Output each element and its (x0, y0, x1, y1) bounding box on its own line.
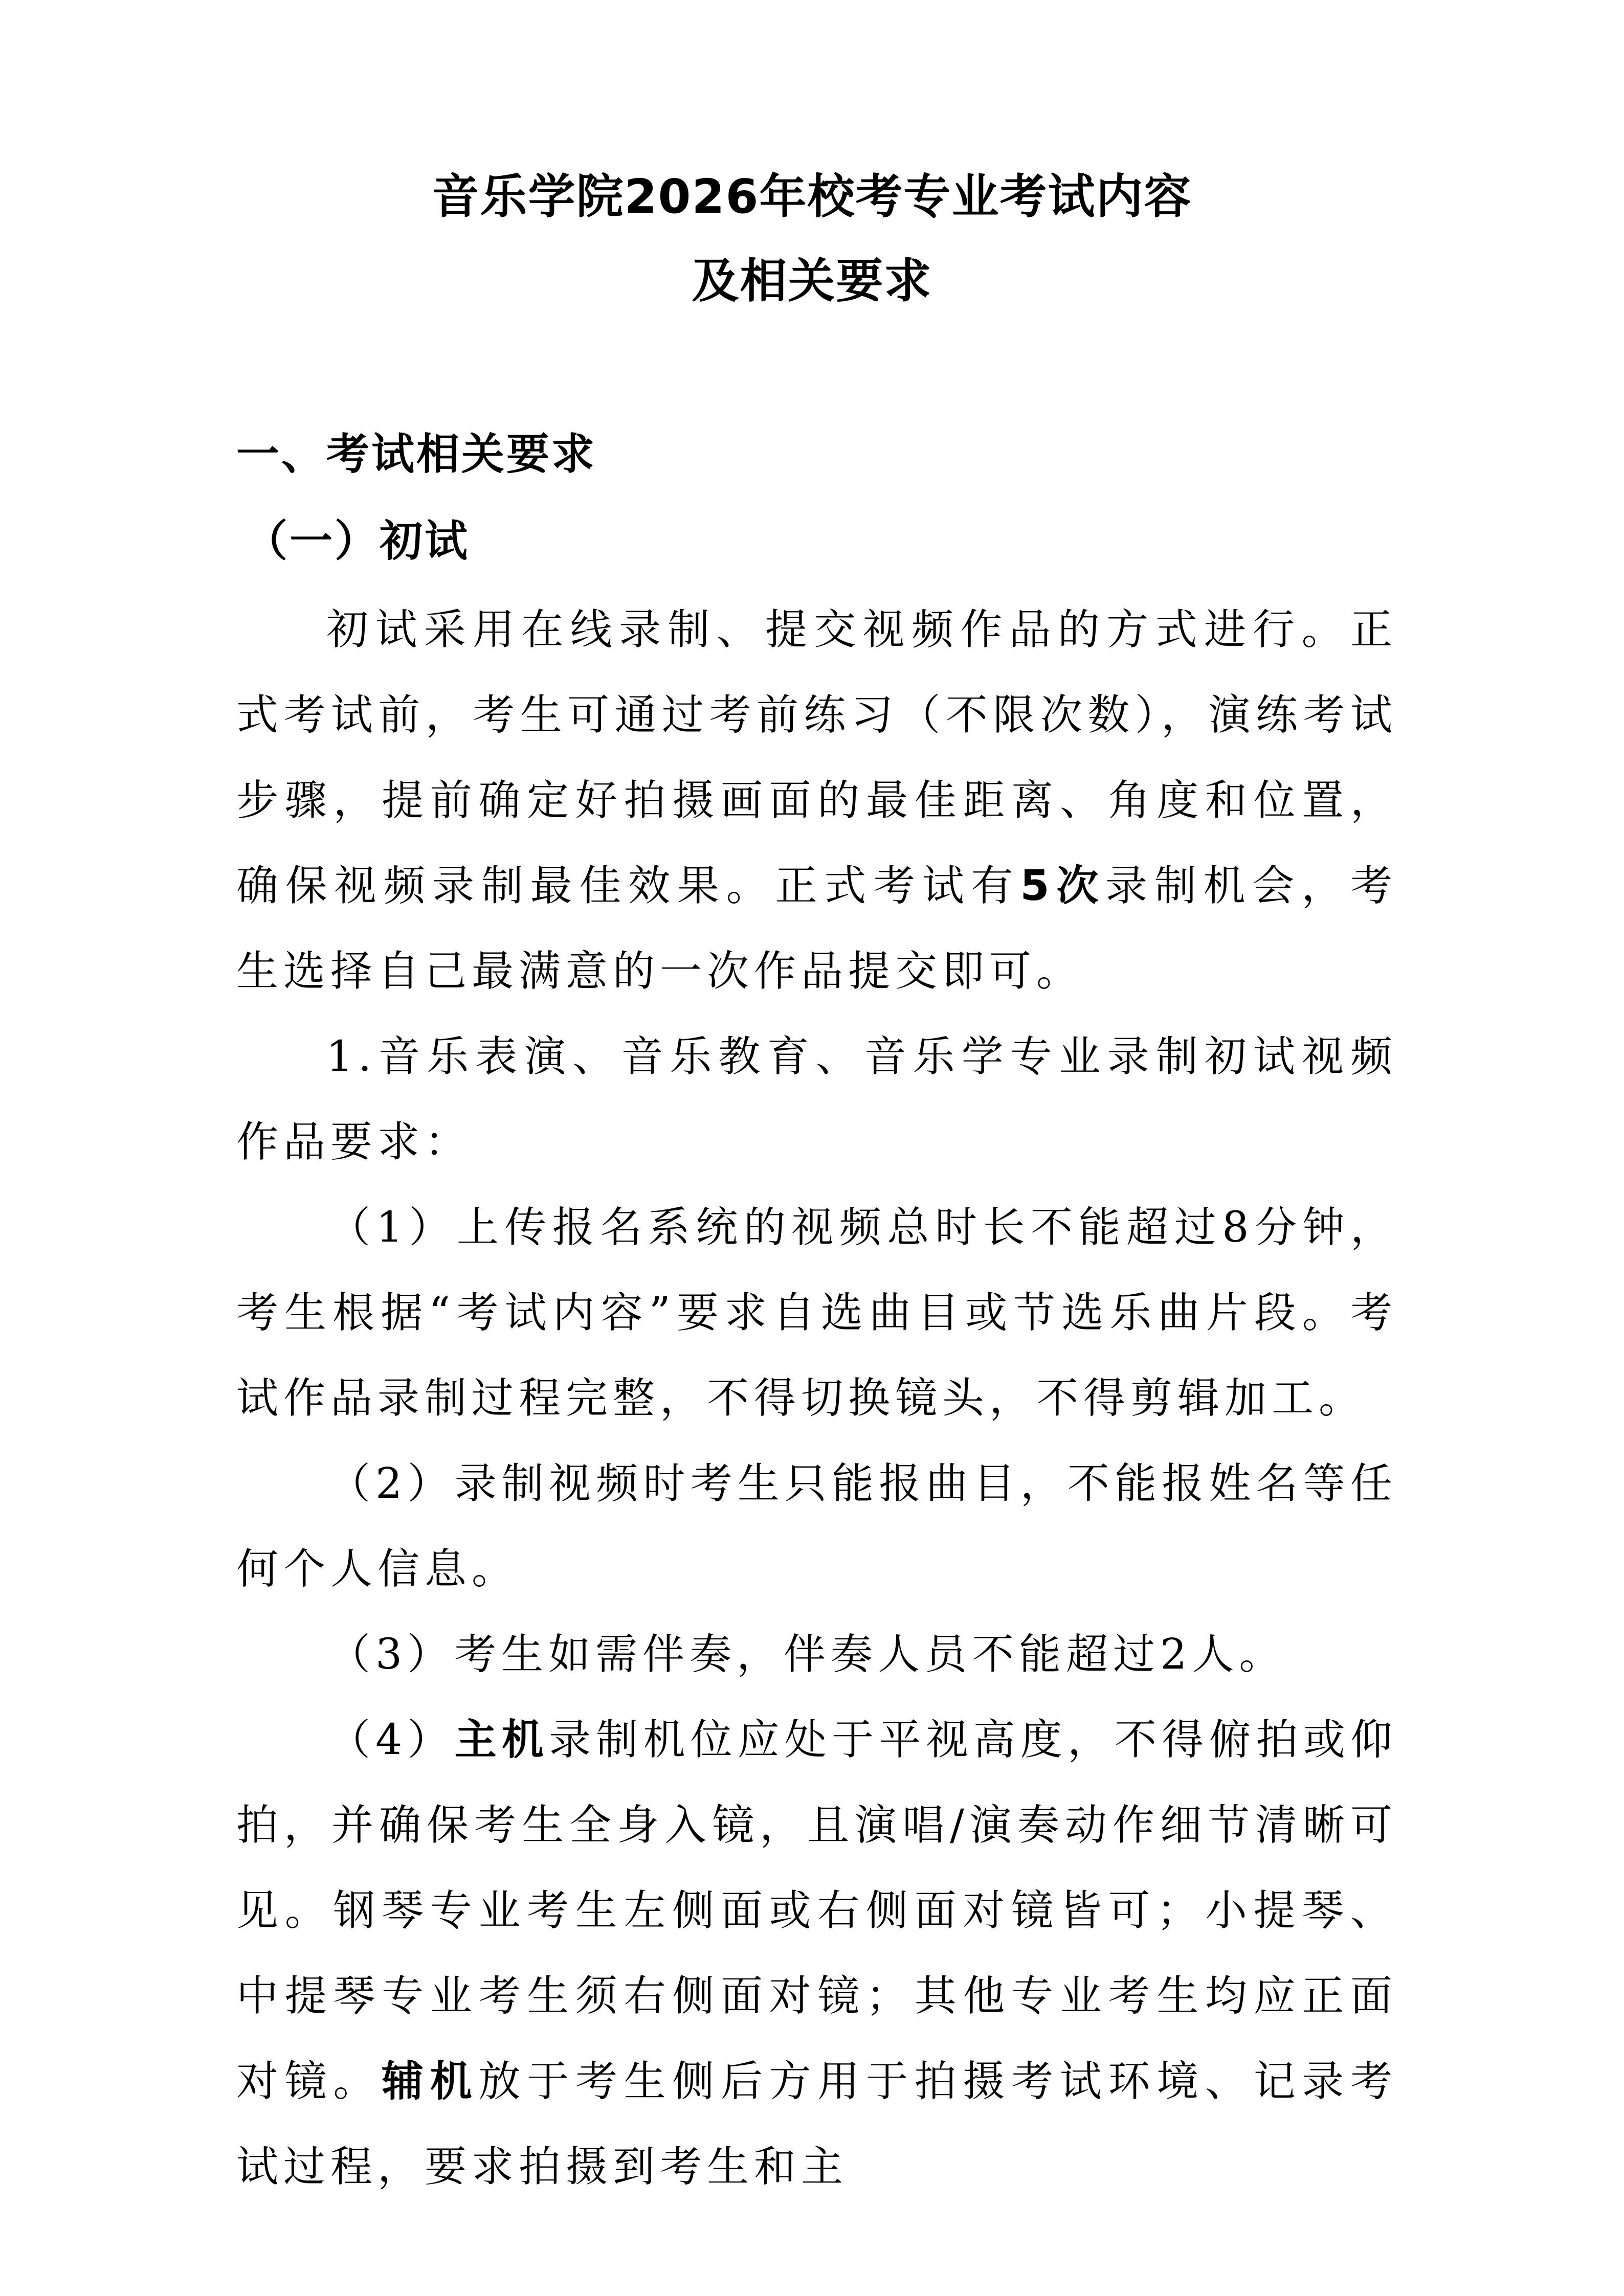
subsection-heading-preliminary: （一）初试 (244, 516, 470, 566)
list-item-1-2: （2）录制视频时考生只能报曲目，不能报姓名等任何个人信息。 (236, 1459, 1397, 1593)
paragraph-intro-bold-count: 5次 (1020, 862, 1106, 910)
list-item-1-4-part2: 放于考生侧后方用于拍摄考试环境、记录考试过程，要求拍摄到考生和主 (236, 2057, 1397, 2191)
document-title-line1: 音乐学院2026年校考专业考试内容 (432, 169, 1192, 224)
document-body (236, 587, 1397, 2210)
list-item-1-4-prefix: （4） (328, 1716, 455, 1764)
list-item-1-3: （3）考生如需伴奏，伴奏人员不能超过2人。 (328, 1630, 1286, 1679)
list-item-1-4-part1: 录制机位应处于平视高度，不得俯拍或仰拍，并确保考生全身入镜，且演唱/演奏动作细节清晰可见。钢琴专业考生左侧面或右侧面对镜皆可；小提琴、中提琴专业考生须右侧面对镜；其他专业考生均应正面对镜。 (236, 1716, 1397, 2106)
paragraph-intro-part2: 录制机会，考生选择自己最满意的一次作品提交即可。 (236, 862, 1397, 996)
paragraph-intro-part1: 初试采用在线录制、提交视频作品的方式进行。正式考试前，考生可通过考前练习（不限次数），演练考试步骤，提前确定好拍摄画面的最佳距离、角度和位置，确保视频录制最佳效果。正式考试有 (236, 605, 1397, 910)
list-item-1-1: （1）上传报名系统的视频总时长不能超过8分钟，考生根据“考试内容”要求自选曲目或节选乐曲片段。考试作品录制过程完整，不得切换镜头，不得剪辑加工。 (236, 1203, 1397, 1423)
list-item-1-4-bold-aux-camera: 辅机 (382, 2057, 479, 2106)
section-heading-exam-requirements: 一、考试相关要求 (236, 429, 597, 479)
list-item-1-4-bold-main-camera: 主机 (454, 1716, 549, 1764)
list-item-1: 1.音乐表演、音乐教育、音乐学专业录制初试视频作品要求： (236, 1032, 1397, 1166)
paragraph-intro (236, 587, 1397, 1014)
document-title-line2: 及相关要求 (692, 254, 932, 308)
list-item-1-4 (236, 1697, 1397, 2210)
